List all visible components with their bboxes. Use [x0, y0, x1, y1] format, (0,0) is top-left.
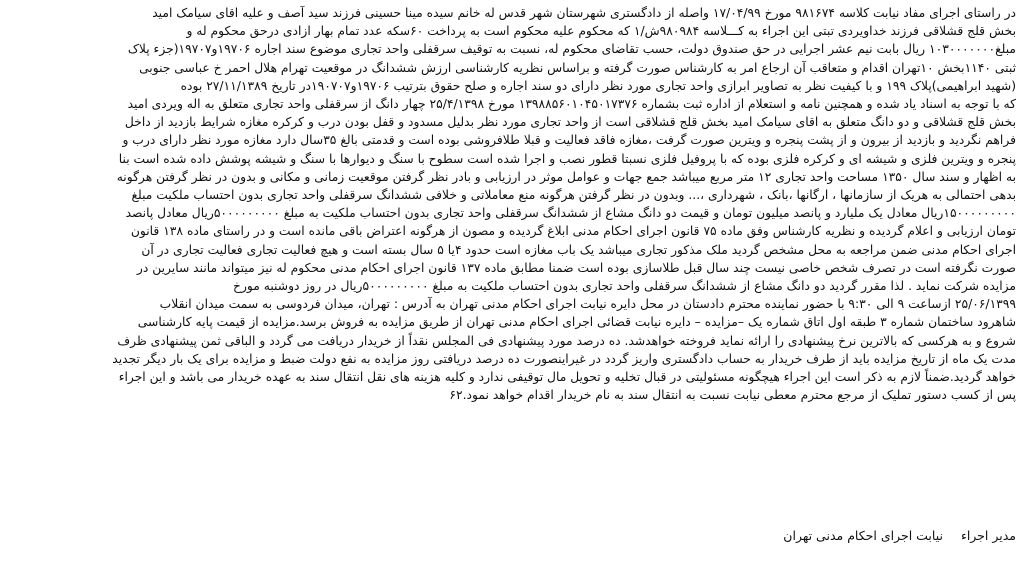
notice-body — [8, 4, 1016, 404]
notice-line: پس از کسب دستور تملیک از مرجع محترم معطی نیابت نسبت به انتقال سند به نام خریدار اقدام خواهد نمود.۶۲ — [449, 388, 1016, 403]
notice-line: پنجره و ویترین فلزی و شیشه ای و کرکره فلزی بوده که با پروفیل فلزی نسبتا قطور نصب و اجرا شده است سطوح با سنگ و دیوارها با سنگ و شیشه پوشش داده شده است بنا — [118, 151, 1016, 166]
notice-line: ۱۵۰۰۰۰۰۰۰۰۰ریال معادل یک ملیارد و پانصد میلیون تومان و قیمت دو دانگ مشاع از ششدانگ سرقفلی واحد تجاری بدون احتساب ملکیت به مبلغ ۵۰۰۰۰۰۰۰۰۰ریال معادل پانصد — [125, 206, 1016, 221]
notice-line: که با توجه به اسناد یاد شده و همچنین نامه و استعلام از اداره ثبت بشماره ۱۳۹۸۸۵۶۰۱۰۴۵۰۱۷۳۷۶ مورخ ۲۵/۴/۱۳۹۸ چهار دانگ از سرقفلی واحد تجاری متعلق به اله ویردی امید — [127, 97, 1016, 112]
notice-line: بخش قلج قشلاقی فرزند خداویردی تبتی این اجراء به کـــلاسه ۹۸۰۹۸۴ش/۱ که محکوم علیه محکوم است به پرداخت ۶۰سکه عدد تمام بهار ازادی درحق محکوم له و — [186, 24, 1016, 39]
notice-line: مدت یک ماه از تاریخ مزایده باید از طرف خریدار به حساب دادگستری واریز گردد در غیراینصورت ده درصد دریافتی روز مزایده به نفع دولت ضبط و مزایده برای یک بار دیگر تجدید — [112, 351, 1016, 366]
notice-line: شروع و به هرکسی که بالاترین نرخ پیشنهادی را ارائه نماید فروخته خواهدشد. ده درصد مورد پیشنهادی فی المجلس نقداً از خریدار دریافت می گردد و الباقی ثمن پیشنهادی ظرف — [117, 333, 1016, 348]
notice-line: شاهرود ساختمان شماره ۳ طبقه اول اتاق شماره یک –مزایده – دایره نیابت قضائی اجرای احکام مدنی تهران از طریق مزایده به فروش برسد.مزایده از قیمت پایه کارشناسی — [137, 315, 1016, 330]
notice-line: ثبتی ۱۱۴۰بخش ۱۰تهران اقدام و متعاقب آن ارجاع امر به کارشناس صورت گرفته و براساس نظریه کارشناسی ارزش ششدانگ در موقعیت تهرام هلال احمر خ عباسی جنوبی — [139, 60, 1016, 75]
notice-line: مبلغ۱۰۳۰۰۰۰۰۰۰ ریال بابت نیم عشر اجرایی در حق صندوق دولت، حسب تقاضای محکوم له، نسبت به توقیف سرقفلی واحد تجاری موضوع سند اجاره ۱۹۷۰۶و۱۹۷۰۷(جزء پلاک — [127, 42, 1016, 57]
signature-block — [769, 527, 1016, 545]
notice-line: به اظهار و سند سال ۱۳۵۰ مساحت واحد تجاری ۱۲ متر مربع میباشد جمع جهات و عوامل موثر در ارزیابی و بادر نظر گرفتن موقعیت زمانی و مکانی و بدون در نظر گرفتن هرگونه — [116, 169, 1016, 184]
notice-line: بخش قلج قشلاقی و دو دانگ متعلق به اقای سیامک امید بخش قلج قشلاقی است از واحد تجاری مورد نظر بدلیل مسدود و قفل بودن درب و کرکره مغازه شرایط بازدید از داخل — [124, 115, 1016, 130]
notice-line: فراهم نگردید و بازدید از بیرون و از پشت پنجره و ویترین صورت گرفت ،مغازه فاقد فعالیت و قبلا طلافروشی بوده است و قدمتی بالغ ۳۵سال دارد مغازه مورد نظر دارای درب و — [122, 133, 1016, 148]
signature-office: نیابت اجرای احکام مدنی تهران — [783, 528, 943, 543]
notice-line: ۲۵/۰۶/۱۳۹۹ ازساعت ۹ الی ۹:۳۰ با حضور نماینده محترم دادستان در محل دایره نیابت اجرای احکام مدنی تهران به آدرس : تهران، میدان فردوسی به سمت میدان انقلاب — [159, 297, 1016, 312]
notice-line: خواهد گردید.ضمناً لازم به ذکر است این اجراء هیچگونه مسئولیتی در قبال تخلیه و تحویل مال توقیفی ندارد و کلیه هزینه های نقل انتقال سند به عهده خریدار می باشد و این اجراء — [118, 370, 1016, 385]
notice-line: مزایده شرکت نماید . لذا مقرر گردید دو دانگ مشاع از ششدانگ سرقفلی واحد تجاری بدون احتساب ملکیت به مبلغ ۵۰۰۰۰۰۰۰۰۰ریال در روز دوشنبه مورخ — [233, 279, 1016, 294]
notice-line: (شهید ابراهیمی)پلاک ۱۹۹ و با کیفیت نظر به تصاویر ابرازی واحد تجاری مورد نظر دارای دو سند اجاره و صلح حقوق بترتیب ۱۹۷۰۶و۱۹۰۷۰۷در تاریخ ۲۷/۱۱/۱۳۸۹ بوده — [180, 78, 1016, 93]
notice-line: صورت نگرفته است در تصرف شخص خاصی نیست چند سال قبل طلاسازی بوده است ضمنا مطابق ماده ۱۳۷ قانون اجرای احکام مدنی محکوم له نیز میتواند مانند سایرین در — [136, 260, 1016, 275]
signature-role: مدیر اجراء — [960, 528, 1016, 543]
notice-line: تومان ارزیابی و اعلام گردیده و نظریه کارشناس وفق ماده ۷۵ قانون اجرای احکام مدنی ابلاغ گردیده و مصون از هرگونه اعتراض باقی مانده است و در راستای ماده ۱۳۸ قانون — [130, 224, 1016, 239]
notice-line: بدهی احتمالی به هریک از سازمانها ، ارگانها ،بانک ، شهرداری ،... وبدون در نظر گرفتن هرگونه منع معاملاتی و خلافی ششدانگ سرقفلی واحد تجاری بدون احتساب ملکیت مبلغ — [131, 188, 1016, 203]
notice-line: اجرای احکام مدنی ضمن مراجعه به محل مشخص گردید ملک مذکور تجاری میباشد یک باب مغازه است حدود ۴یا ۵ سال بسته است و هیچ فعالیت تجاری فعالیت تجاری در آن — [141, 242, 1016, 257]
notice-line: در راستای اجرای مفاد نیابت کلاسه ۹۸۱۶۷۴ مورخ ۱۷/۰۴/۹۹ واصله از دادگستری شهرستان شهر قدس له خانم سیده مینا حسینی فرزند سید آصف و علیه اقای سیامک امید — [152, 6, 1016, 20]
